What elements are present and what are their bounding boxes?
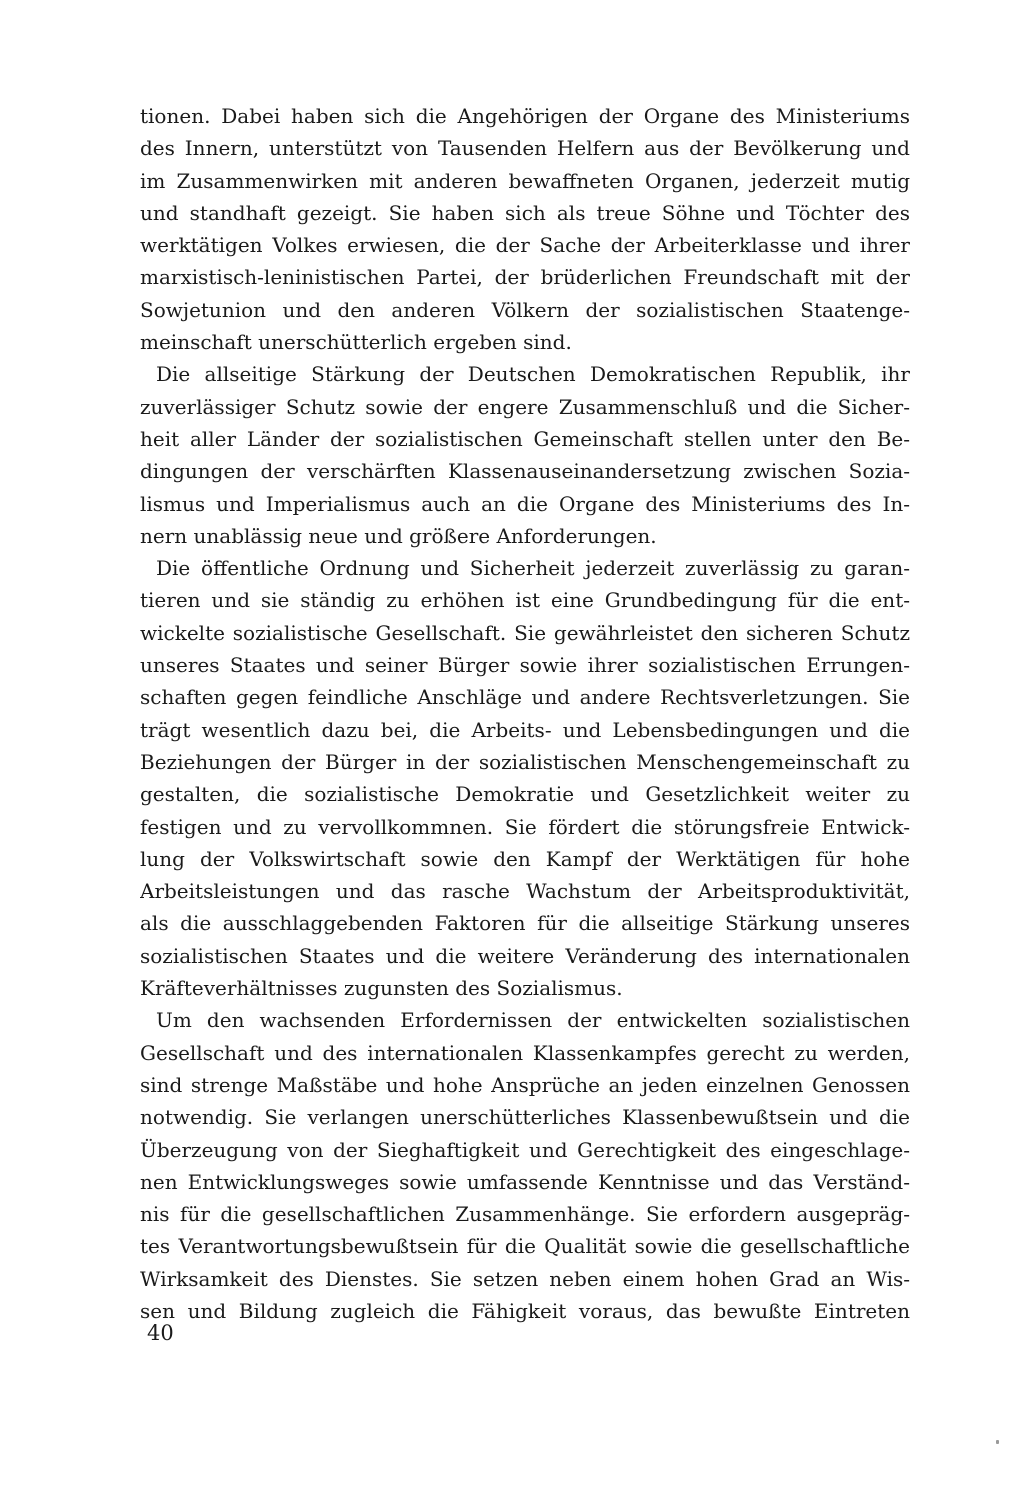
text-line: Arbeitsleistungen und das rasche Wachstum der Arbeitsproduktivität, [140,879,910,904]
text-line: nen Entwicklungsweges sowie umfassende Kenntnisse und das Verständ- [140,1169,910,1194]
text-line: meinschaft unerschütterlich ergeben sind. [140,330,572,355]
text-line: unseres Staates und seiner Bürger sowie ihrer sozialistischen Errungen- [140,653,910,678]
text-line: im Zusammenwirken mit anderen bewaffneten Organen, jederzeit mutig [140,168,910,193]
body-text [140,100,910,1327]
text-line: Die öffentliche Ordnung und Sicherheit jederzeit zuverlässig zu garan- [156,556,910,581]
text-line: heit aller Länder der sozialistischen Gemeinschaft stellen unter den Be- [140,426,910,451]
text-line: lung der Volkswirtschaft sowie den Kampf der Werktätigen für hohe [140,846,910,871]
text-line: des Innern, unterstützt von Tausenden Helfern aus der Bevölkerung und [140,136,910,161]
text-line: Sowjetunion und den anderen Völkern der sozialistischen Staatenge- [140,297,910,322]
text-line: Gesellschaft und des internationalen Klassenkampfes gerecht zu werden, [140,1040,910,1065]
text-line: marxistisch-leninistischen Partei, der brüderlichen Freundschaft mit der [140,265,910,290]
text-line: festigen und zu vervollkommnen. Sie fördert die störungsfreie Entwick- [140,814,910,839]
text-line: trägt wesentlich dazu bei, die Arbeits- und Lebensbedingungen und die [140,717,910,742]
text-line: nern unablässig neue und größere Anforderungen. [140,523,657,548]
text-line: tieren und sie ständig zu erhöhen ist eine Grundbedingung für die ent- [140,588,910,613]
text-line: Kräfteverhältnisses zugunsten des Sozialismus. [140,976,623,1001]
text-line: nis für die gesellschaftlichen Zusammenhänge. Sie erfordern ausgepräg- [140,1202,910,1227]
scan-speck [996,1440,999,1444]
text-line: tes Verantwortungsbewußtsein für die Qualität sowie die gesellschaftliche [140,1234,910,1259]
page-number: 40 [147,1321,174,1345]
text-line: zuverlässiger Schutz sowie der engere Zusammenschluß und die Sicher- [140,394,910,419]
text-line: sind strenge Maßstäbe und hohe Ansprüche an jeden einzelnen Genossen [140,1072,910,1097]
text-line: wickelte sozialistische Gesellschaft. Sie gewährleistet den sicheren Schutz [140,620,910,645]
text-line: gestalten, die sozialistische Demokratie und Gesetzlichkeit weiter zu [140,782,910,807]
text-line: tionen. Dabei haben sich die Angehörigen der Organe des Ministeriums [140,104,910,128]
text-line: lismus und Imperialismus auch an die Organe des Ministeriums des In- [140,491,910,516]
text-line: Um den wachsenden Erfordernissen der entwickelten sozialistischen [156,1008,910,1033]
text-line: werktätigen Volkes erwiesen, die der Sache der Arbeiterklasse und ihrer [140,233,910,258]
text-line: Beziehungen der Bürger in der sozialistischen Menschengemeinschaft zu [140,749,910,774]
text-line: Wirksamkeit des Dienstes. Sie setzen neben einem hohen Grad an Wis- [140,1266,910,1291]
text-line: Die allseitige Stärkung der Deutschen Demokratischen Republik, ihr [156,362,910,387]
text-line: als die ausschlaggebenden Faktoren für die allseitige Stärkung unseres [140,911,910,936]
text-line: sen und Bildung zugleich die Fähigkeit voraus, das bewußte Eintreten [140,1298,910,1323]
text-line: notwendig. Sie verlangen unerschütterliches Klassenbewußtsein und die [140,1105,910,1130]
text-line: dingungen der verschärften Klassenauseinandersetzung zwischen Sozia- [140,459,910,484]
text-line: sozialistischen Staates und die weitere Veränderung des internationalen [140,943,910,968]
text-line: schaften gegen feindliche Anschläge und andere Rechtsverletzungen. Sie [140,685,910,710]
text-line: Überzeugung von der Sieghaftigkeit und Gerechtigkeit des eingeschlage- [140,1137,910,1162]
text-line: und standhaft gezeigt. Sie haben sich als treue Söhne und Töchter des [140,200,910,225]
